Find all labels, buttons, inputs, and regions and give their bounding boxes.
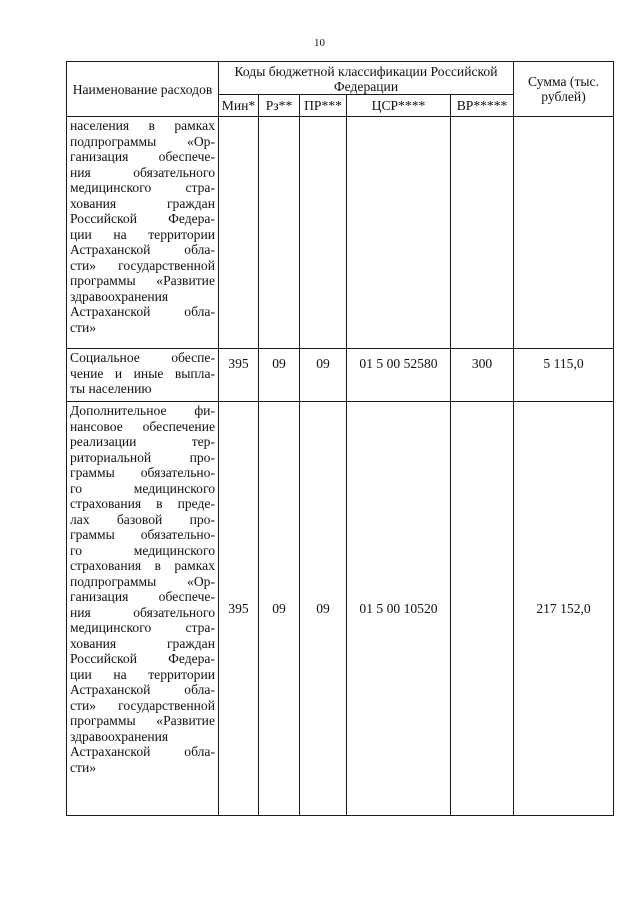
expense-name-line: ты населению: [70, 381, 152, 396]
expense-name-line: Социальное обеспе-: [70, 350, 215, 365]
header-min: Мин*: [219, 95, 259, 117]
expense-type-code-cell: [451, 117, 514, 349]
expense-name-line: Российской Федера-: [70, 651, 215, 666]
expense-name-line: подпрограммы «Ор-: [70, 573, 215, 589]
expense-name-line: го медицинского: [70, 542, 215, 558]
target-article-code-cell: [347, 117, 451, 349]
target-article-code-cell: 01 5 00 10520: [347, 402, 451, 816]
section-code-cell: 09: [259, 402, 300, 816]
expense-name-line: сти»: [70, 759, 97, 775]
expense-name-cell: [67, 349, 219, 402]
expense-name-line: подпрограммы «Ор-: [70, 133, 215, 149]
expense-name-line: ния обязательного: [70, 164, 215, 180]
expense-name-line: сти» государственной: [70, 257, 215, 273]
expense-name-line: лах базовой про-: [70, 511, 215, 527]
expense-name-line: ния обязательного: [70, 604, 215, 620]
expense-name-line: страхования в преде-: [70, 496, 215, 511]
expense-name-line: чение и иные выпла-: [70, 365, 215, 381]
header-sum: Сумма (тыс. рублей): [514, 62, 614, 117]
expense-name-line: здравоохранения: [70, 728, 169, 744]
expense-name-line: программы «Развитие: [70, 713, 215, 728]
expense-name-line: реализации тер-: [70, 434, 215, 449]
ministry-code-cell: 395: [219, 402, 259, 816]
expense-name-line: Астраханской обла-: [70, 304, 215, 319]
section-code-cell: 09: [259, 349, 300, 402]
expense-name-line: населения в рамках: [70, 118, 215, 133]
header-csr: ЦСР****: [347, 95, 451, 117]
table-row: [67, 402, 614, 816]
expense-name-cell: [67, 402, 219, 816]
target-article-code-cell: 01 5 00 52580: [347, 349, 451, 402]
expense-name-line: ганизация обеспече-: [70, 589, 215, 604]
table-row: [67, 117, 614, 349]
expense-name-line: страхования в рамках: [70, 558, 215, 573]
expense-name-line: ции на территории: [70, 666, 215, 682]
expense-name-line: медицинского стра-: [70, 180, 215, 195]
expense-name-line: нансовое обеспечение: [70, 418, 215, 434]
ministry-code-cell: [219, 117, 259, 349]
expense-name-cell: [67, 117, 219, 349]
expense-name-line: Астраханской обла-: [70, 744, 215, 759]
expense-name-line: Российской Федера-: [70, 211, 215, 226]
subsection-code-cell: 09: [300, 402, 347, 816]
header-vr: ВР*****: [451, 95, 514, 117]
ministry-code-cell: 395: [219, 349, 259, 402]
header-name: Наименование расходов: [67, 62, 219, 117]
expense-name-line: ции на территории: [70, 226, 215, 242]
table-body: [67, 117, 614, 816]
expense-name-line: Астраханской обла-: [70, 682, 215, 697]
subsection-code-cell: 09: [300, 349, 347, 402]
subsection-code-cell: [300, 117, 347, 349]
expense-name-line: сти»: [70, 319, 97, 335]
amount-cell: [514, 117, 614, 349]
expense-type-code-cell: 300: [451, 349, 514, 402]
expense-name-line: граммы обязательно-: [70, 465, 215, 480]
expense-type-code-cell: [451, 402, 514, 816]
table-row: [67, 349, 614, 402]
expense-name-line: Астраханской обла-: [70, 242, 215, 257]
header-pr: ПР***: [300, 95, 347, 117]
amount-cell: 5 115,0: [514, 349, 614, 402]
expense-name-line: хования граждан: [70, 635, 215, 651]
header-codes: Коды бюджетной классификации Российской Федерации: [219, 62, 514, 95]
expense-name-line: программы «Развитие: [70, 273, 215, 288]
expense-name-line: ганизация обеспече-: [70, 149, 215, 164]
expense-name-line: хования граждан: [70, 195, 215, 211]
expense-name-line: граммы обязательно-: [70, 527, 215, 542]
budget-table: [66, 61, 614, 816]
header-rz: Рз**: [259, 95, 300, 117]
expense-name-line: Дополнительное фи-: [70, 403, 215, 418]
expense-name-line: медицинского стра-: [70, 620, 215, 635]
section-code-cell: [259, 117, 300, 349]
expense-name-line: риториальной про-: [70, 449, 215, 465]
expense-name-line: сти» государственной: [70, 697, 215, 713]
page-number: 10: [314, 37, 325, 49]
expense-name-line: го медицинского: [70, 480, 215, 496]
expense-name-line: здравоохранения: [70, 288, 169, 304]
amount-cell: 217 152,0: [514, 402, 614, 816]
